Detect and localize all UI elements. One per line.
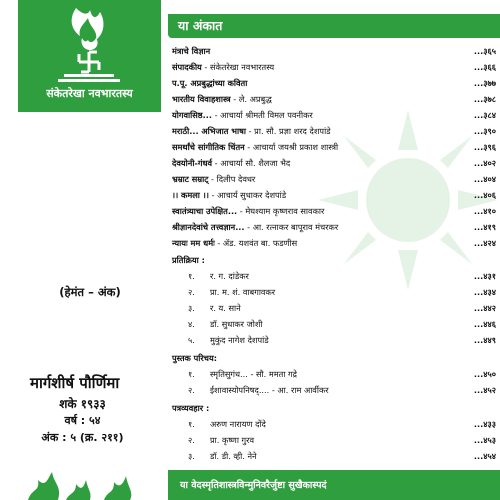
issue-varsh: वर्ष : ५४ (64, 414, 101, 427)
season-label: (हेमंत – अंक) (59, 285, 121, 299)
swastika-flame-emblem-icon (18, 0, 161, 86)
toc-title: या अंकात (178, 18, 223, 33)
section-label-patra: पत्रव्यवहार : (172, 403, 210, 413)
logo-block (18, 0, 161, 112)
list-item[interactable]: २. ईशावास्योपनिषद्.... - आ. राम आर्वीकर ...४५२ (188, 385, 496, 395)
logo-title: संकेतरेखा नवभारतस्य (46, 87, 133, 100)
list-item[interactable]: ४. डॉ. सुधाकर जोशी ...४४६ (188, 319, 496, 329)
toc-entry[interactable]: योगवासिष्ठ... - आचार्या श्रीमती विमल पवनीकर ...३८४ (172, 110, 496, 120)
toc-entry[interactable]: श्रीज्ञानदेवांचे तत्त्वज्ञान... - आ. रत्नाकर बापूराव मंचरकर ...४१९ (172, 222, 496, 232)
list-item[interactable]: २. प्रा. म. शं. वाबगावकर ...४३४ (188, 287, 496, 297)
toc-entry[interactable]: भारतीय विवाहशास्त्र - ले. अप्रबुद्ध ...३७८ (172, 94, 496, 104)
toc-entry[interactable]: भ्रम्राट सम्राट् - दिलीप देवधर ...४०४ (172, 174, 496, 184)
footer (0, 470, 500, 500)
list-item[interactable]: ३. डॉ. डी. व्ही. नेने ...४५४ (188, 451, 496, 461)
toc-entry[interactable]: मंत्राचे विज्ञान ...३६५ (172, 46, 496, 56)
toc-entry[interactable]: प.पू. अप्रबुद्धांच्या कविता ...३७७ (172, 78, 496, 88)
decorative-flame-icon (18, 470, 168, 500)
list-item[interactable]: १. अरुण नारायण दोंदे ...४३३ (188, 419, 496, 429)
list-item[interactable]: ३. र. य. साने ...४४२ (188, 303, 496, 313)
footer-band (168, 470, 500, 500)
toc-entry[interactable]: मराठी... अभिजात भाषा - प्रा. सौ. प्रज्ञा शरद देशपांडे ...३९० (172, 126, 496, 136)
issue-ank: अंक : ५ (क्र. २११) (41, 431, 124, 444)
toc-header (168, 14, 500, 38)
footer-verse: या वेदस्मृतिशास्त्रविन्मुनिवरैर्जुष्टा सुखैकास्पदं (180, 480, 327, 491)
toc-entry[interactable]: ।। कमला ।। - आचार्य सुधाकर देशपांडे ...४०६ (172, 190, 496, 200)
list-item[interactable]: १. स्मृतिसुगंध... - सौ. ममता गद्रे ...४५० (188, 369, 496, 379)
toc-entry[interactable]: न्यायः मम धर्मः - ॲड. यशवंत बा. फडणीस ...४२४ (172, 238, 496, 248)
list-item[interactable]: ५. मुकुंद नागेश देशपांडे ...४४९ (188, 335, 496, 345)
issue-shaka: शके १९३३ (59, 397, 106, 411)
section-label-pustak: पुस्तक परिचय: (172, 353, 217, 363)
issue-month-title: मार्गशीर्ष पौर्णिमा (30, 374, 120, 392)
toc-entry[interactable]: देवयोनी-गंधर्व - आचार्या सौ. शैलजा भैद ...४०२ (172, 158, 496, 168)
toc-entry[interactable]: संपादकीय - संकेतरेखा नवभारतस्य ...३६६ (172, 62, 496, 72)
toc-entry[interactable]: स्वातंत्र्याचा उपेक्षित... - मेघश्याम कृष्णराव सावकार ...४१० (172, 206, 496, 216)
section-label-pratikriya: प्रतिक्रिया : (172, 255, 205, 265)
table-of-contents (168, 0, 500, 470)
list-item[interactable]: २. प्रा. कृष्णा गुरव ...४५३ (188, 435, 496, 445)
left-column (0, 0, 165, 500)
toc-entry[interactable]: समर्थांचे सांगीतिक चिंतन - आचार्या जयश्री प्रकाश शास्त्री ...३९६ (172, 142, 496, 152)
list-item[interactable]: १. र. ग. दांडेकर ...४३१ (188, 271, 496, 281)
